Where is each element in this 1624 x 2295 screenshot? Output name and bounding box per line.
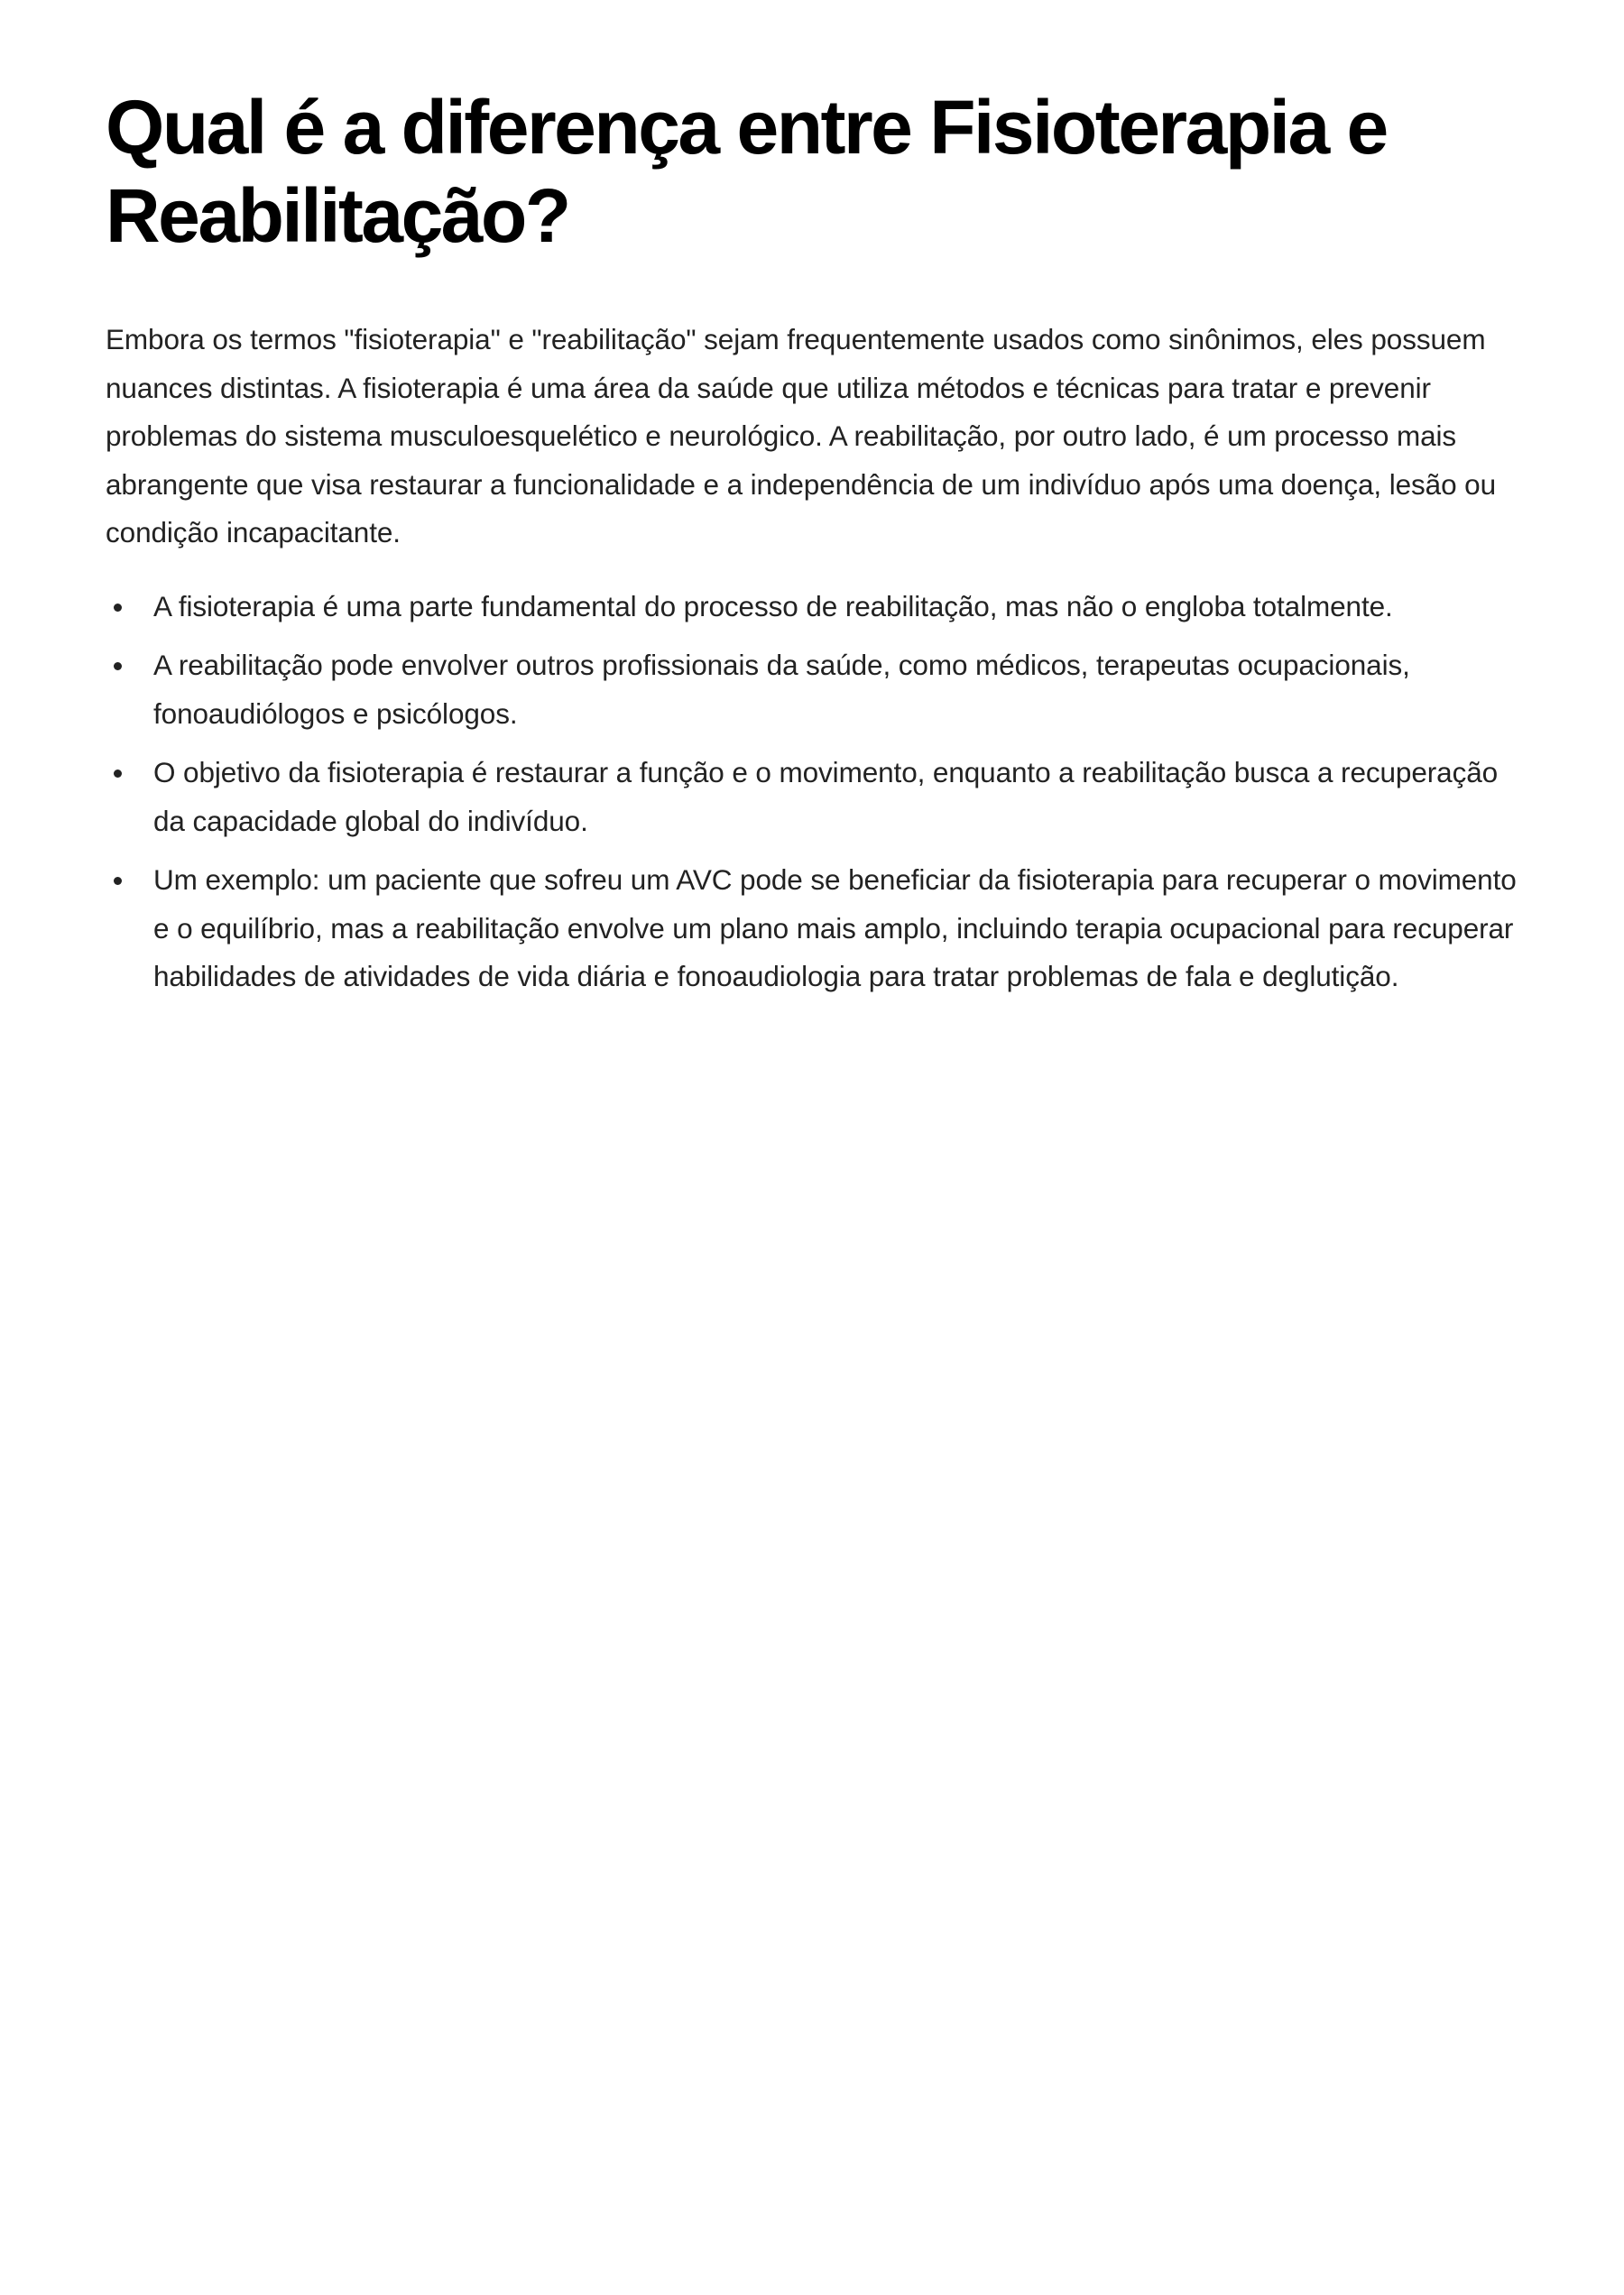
bullet-list	[106, 583, 1531, 1001]
bullet-icon	[114, 662, 122, 670]
bullet-icon	[114, 877, 122, 885]
document-page	[106, 83, 1531, 1012]
list-item-text: O objetivo da fisioterapia é restaurar a função e o movimento, enquanto a reabilitação busca a recuperação da capacidade global do indivíduo.	[153, 756, 1499, 837]
bullet-icon	[114, 770, 122, 778]
list-item-text: Um exemplo: um paciente que sofreu um AVC pode se beneficiar da fisioterapia para recuperar o movimento e o equilíbrio, mas a reabilitação envolve um plano mais amplo, incluindo terapia ocupacional para recuperar habilidades de atividades de vida diária e fonoaudiologia para tratar problemas de fala e deglutição.	[153, 863, 1517, 992]
list-item	[106, 749, 1531, 845]
list-item	[106, 856, 1531, 1001]
list-item-text: A reabilitação pode envolver outros profissionais da saúde, como médicos, terapeutas ocupacionais, fonoaudiólogos e psicólogos.	[153, 649, 1410, 730]
bullet-icon	[114, 604, 122, 612]
list-item	[106, 583, 1531, 631]
intro-paragraph: Embora os termos "fisioterapia" e "reabilitação" sejam frequentemente usados como sinônimos, eles possuem nuances distintas. A fisioterapia é uma área da saúde que utiliza métodos e técnicas para tratar e prevenir problemas do sistema musculoesquelético e neurológico. A reabilitação, por outro lado, é um processo mais abrangente que visa restaurar a funcionalidade e a independência de um indivíduo após uma doença, lesão ou condição incapacitante.	[106, 323, 1497, 548]
list-item	[106, 641, 1531, 738]
list-item-text: A fisioterapia é uma parte fundamental do processo de reabilitação, mas não o engloba totalmente.	[153, 589, 1393, 622]
page-title: Qual é a diferença entre Fisioterapia e Reabilitação?	[106, 85, 1387, 258]
